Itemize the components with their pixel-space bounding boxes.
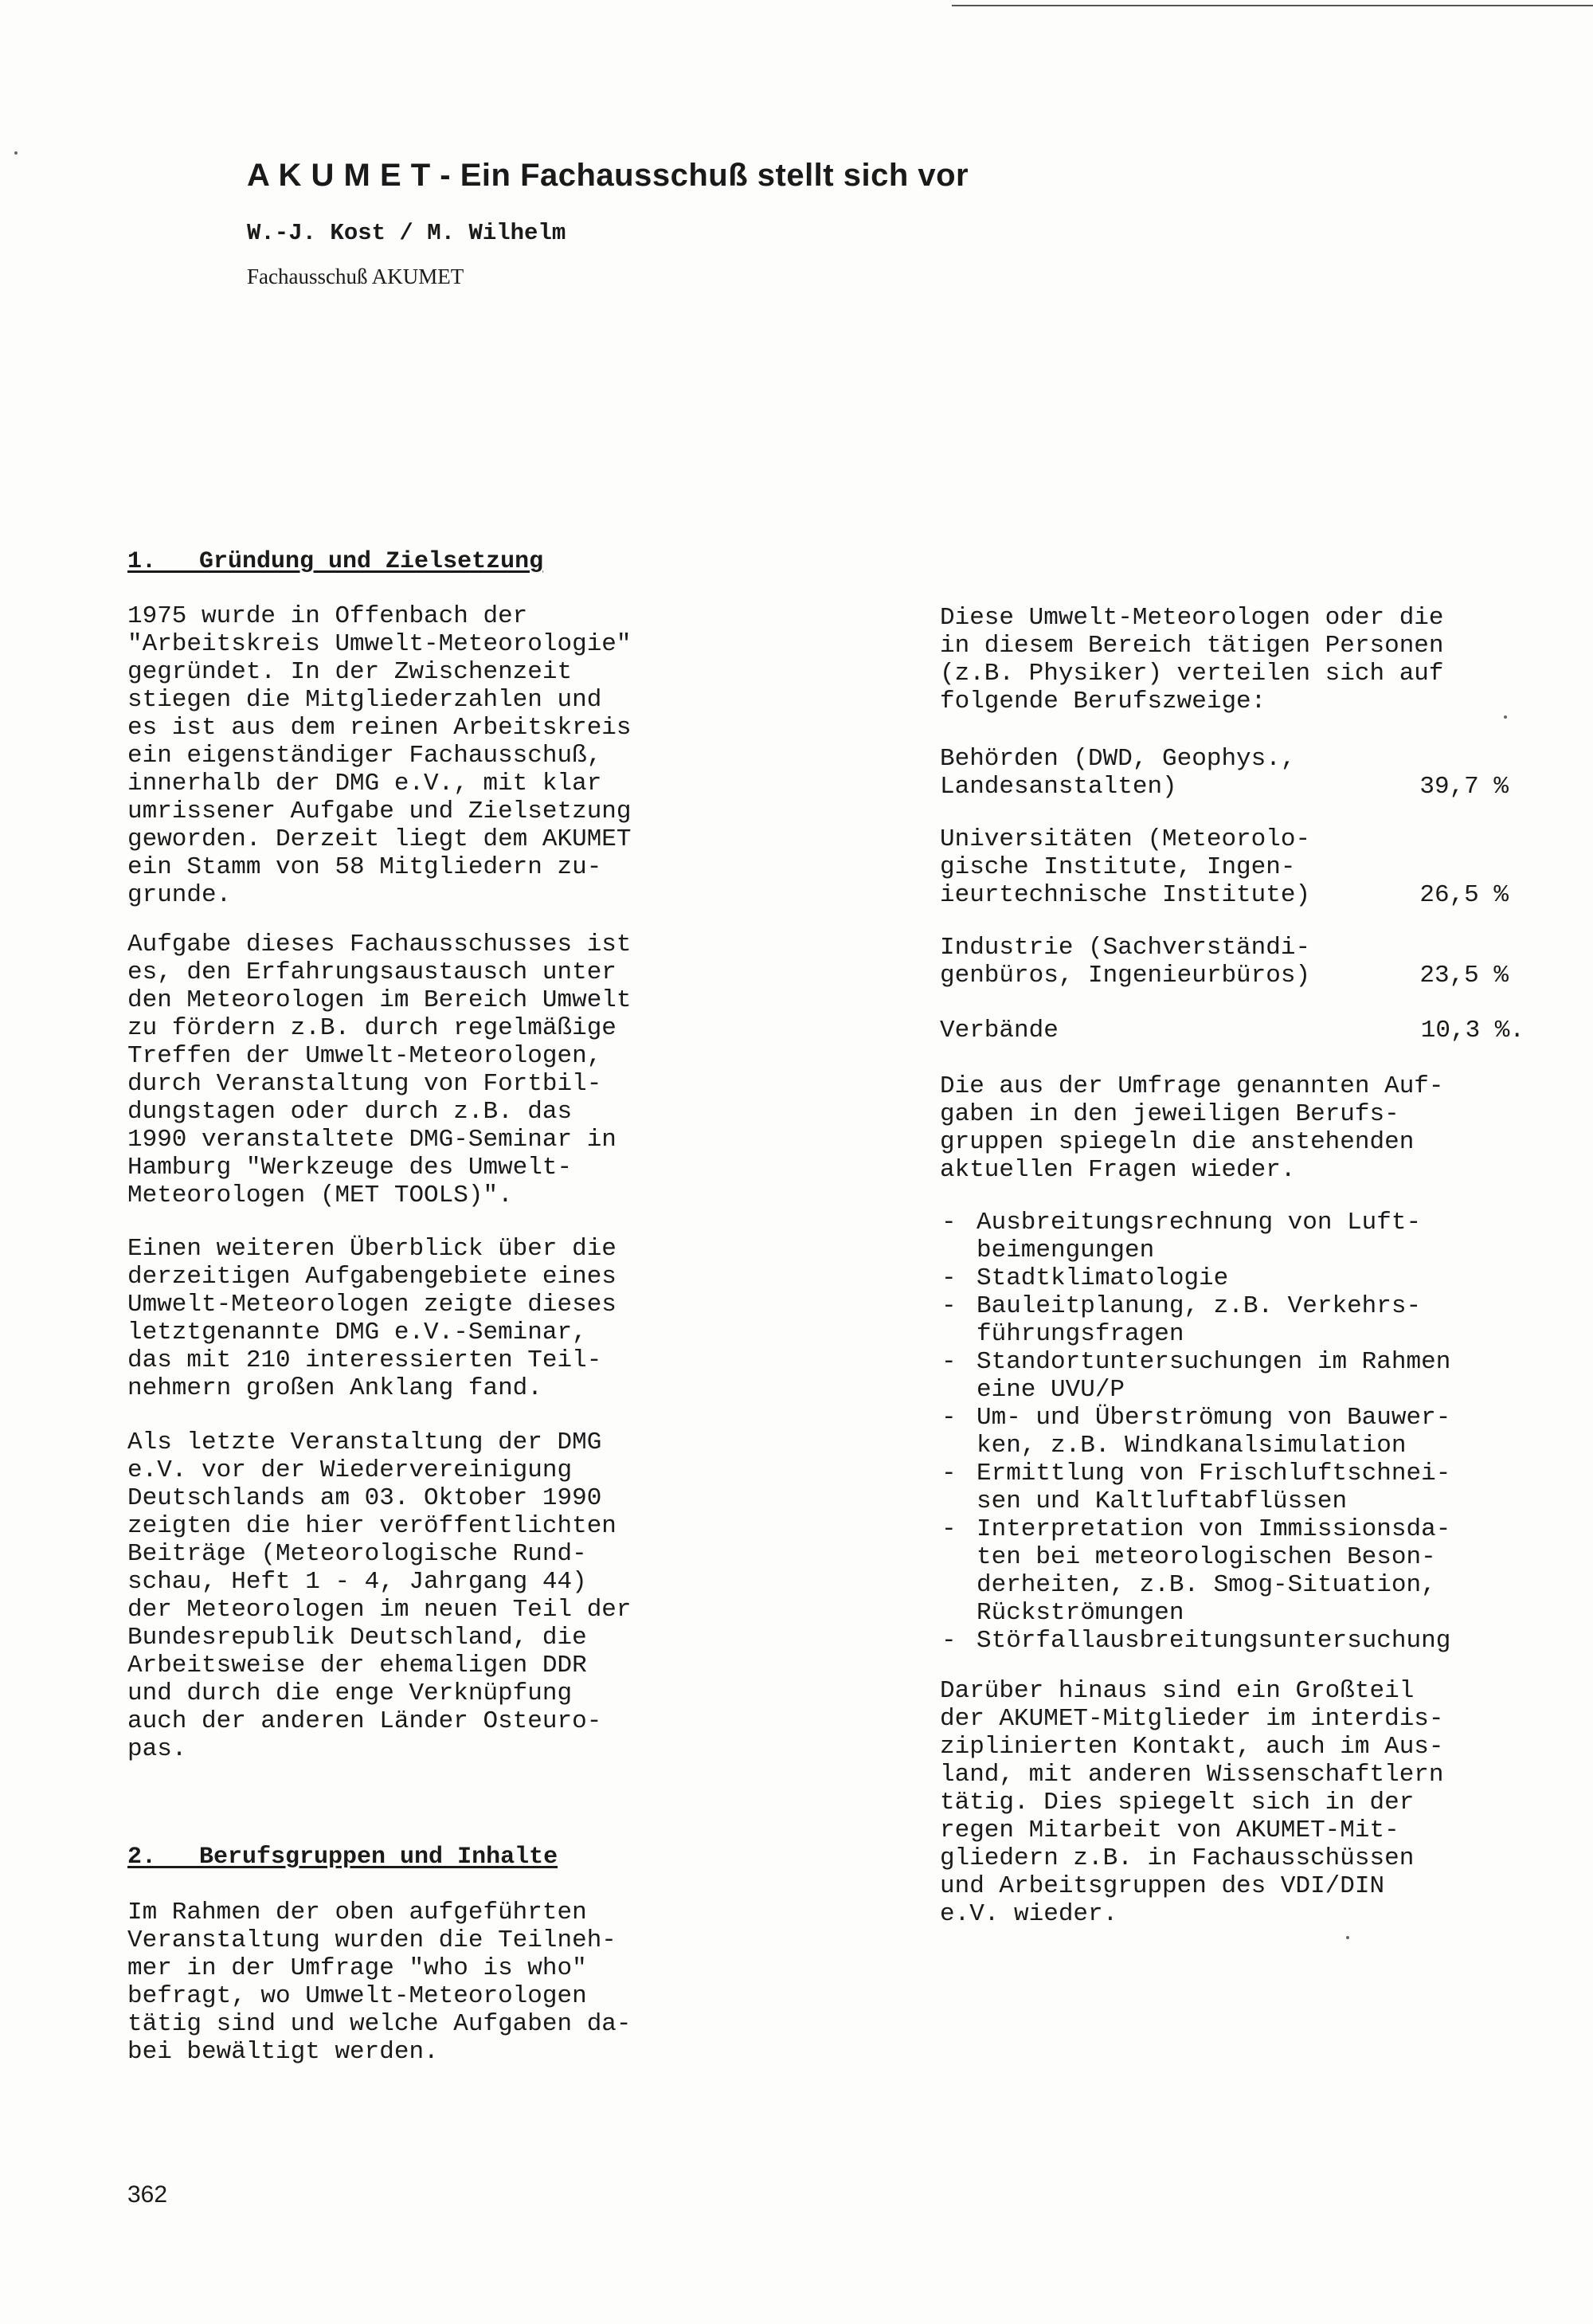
list-item: - Ausbreitungsrechnung von Luft- beimengungen	[940, 1209, 1450, 1264]
page-number: 362	[127, 2181, 168, 2208]
list-item: - Interpretation von Immissionsda- ten bei meteorologischen Beson- derheiten, z.B. Smog-Situation, Rückströmungen	[940, 1515, 1450, 1627]
scan-speck	[1346, 1936, 1349, 1939]
distribution-label: Verbände	[940, 1017, 1059, 1044]
section-1-paragraph-1: 1975 wurde in Offenbach der "Arbeitskreis Umwelt-Meteorologie" gegründet. In der Zwischenzeit stiegen die Mitgliederzahlen und es ist aus dem reinen Arbeitskreis ein eigenständiger Fachausschuß, innerhalb der DMG e.V., mit klar umrissener Aufgabe und Zielsetzung geworden. Derzeit liegt dem AKUMET ein Stamm von 58 Mitgliedern zu- grunde.	[127, 602, 632, 909]
distribution-label: Industrie (Sachverständi- genbüros, Ingenieurbüros)	[940, 934, 1311, 990]
scan-speck	[1504, 715, 1507, 719]
list-item: - Stadtklimatologie	[940, 1264, 1450, 1292]
list-item: - Ermittlung von Frischluftschnei- sen und Kaltluftabflüssen	[940, 1460, 1450, 1515]
distribution-value: 23,5 %	[1419, 962, 1509, 990]
section-1-paragraph-4: Als letzte Veranstaltung der DMG e.V. vor der Wiedervereinigung Deutschlands am 03. Oktober 1990 zeigten die hier veröffentlichten Beiträge (Meteorologische Rund- schau, Heft 1 - 4, Jahrgang 44) der Meteorologen im neuen Teil der Bundesrepublik Deutschland, die Arbeitsweise der ehemaligen DDR und durch die enge Verknüpfung auch der anderen Länder Osteuro- pas.	[127, 1428, 632, 1763]
section-1-heading: 1. Gründung und Zielsetzung	[127, 548, 544, 575]
scan-speck	[14, 151, 18, 155]
distribution-row	[940, 745, 1513, 802]
distribution-value: 26,5 %	[1419, 881, 1509, 909]
section-1-paragraph-3: Einen weiteren Überblick über die derzeitigen Aufgabengebiete eines Umwelt-Meteorologen zeigte dieses letztgenannte DMG e.V.-Seminar, das mit 210 interessierten Teil- nehmern großen Anklang fand.	[127, 1235, 616, 1402]
list-item: - Störfallausbreitungsuntersuchung	[940, 1627, 1450, 1655]
distribution-row	[940, 1017, 1525, 1045]
distribution-row	[940, 934, 1513, 991]
distribution-label: Behörden (DWD, Geophys., Landesanstalten)	[940, 745, 1296, 801]
right-intro-paragraph: Diese Umwelt-Meteorologen oder die in diesem Bereich tätigen Personen (z.B. Physiker) verteilen sich auf folgende Berufszweige:	[940, 604, 1444, 715]
distribution-label: Universitäten (Meteorolo- gische Institute, Ingen- ieurtechnische Institute)	[940, 825, 1311, 909]
article-affiliation: Fachausschuß AKUMET	[247, 265, 464, 288]
section-1-paragraph-2: Aufgabe dieses Fachausschusses ist es, den Erfahrungsaustausch unter den Meteorologen im Bereich Umwelt zu fördern z.B. durch regelmäßige Treffen der Umwelt-Meteorologen, durch Veranstaltung von Fortbil- dungstagen oder durch z.B. das 1990 veranstaltete DMG-Seminar in Hamburg "Werkzeuge des Umwelt- Meteorologen (MET TOOLS)".	[127, 931, 632, 1209]
section-2-heading: 2. Berufsgruppen und Inhalte	[127, 1844, 558, 1871]
closing-paragraph: Darüber hinaus sind ein Großteil der AKUMET-Mitglieder im interdis- ziplinierten Kontakt, auch im Aus- land, mit anderen Wissenschaftlern tätig. Dies spiegelt sich in der regen Mitarbeit von AKUMET-Mit- gliedern z.B. in Fachausschüssen und Arbeitsgruppen des VDI/DIN e.V. wieder.	[940, 1677, 1444, 1928]
tasks-list	[940, 1209, 1450, 1655]
article-title: A K U M E T - Ein Fachausschuß stellt sich vor	[247, 158, 969, 193]
top-rule	[952, 5, 1593, 6]
article-authors: W.-J. Kost / M. Wilhelm	[247, 220, 566, 246]
distribution-row	[940, 825, 1513, 910]
list-item: - Um- und Überströmung von Bauwer- ken, z.B. Windkanalsimulation	[940, 1404, 1450, 1460]
distribution-value: 39,7 %	[1419, 773, 1509, 801]
list-item: - Bauleitplanung, z.B. Verkehrs- führungsfragen	[940, 1292, 1450, 1348]
list-item: - Standortuntersuchungen im Rahmen eine UVU/P	[940, 1348, 1450, 1404]
tasks-intro-paragraph: Die aus der Umfrage genannten Auf- gaben in den jeweiligen Berufs- gruppen spiegeln die anstehenden aktuellen Fragen wieder.	[940, 1072, 1444, 1184]
section-2-paragraph-1: Im Rahmen der oben aufgeführten Veranstaltung wurden die Teilneh- mer in der Umfrage "who is who" befragt, wo Umwelt-Meteorologen tätig sind und welche Aufgaben da- bei bewältigt werden.	[127, 1899, 632, 2066]
distribution-value: 10,3 %.	[1420, 1017, 1525, 1044]
